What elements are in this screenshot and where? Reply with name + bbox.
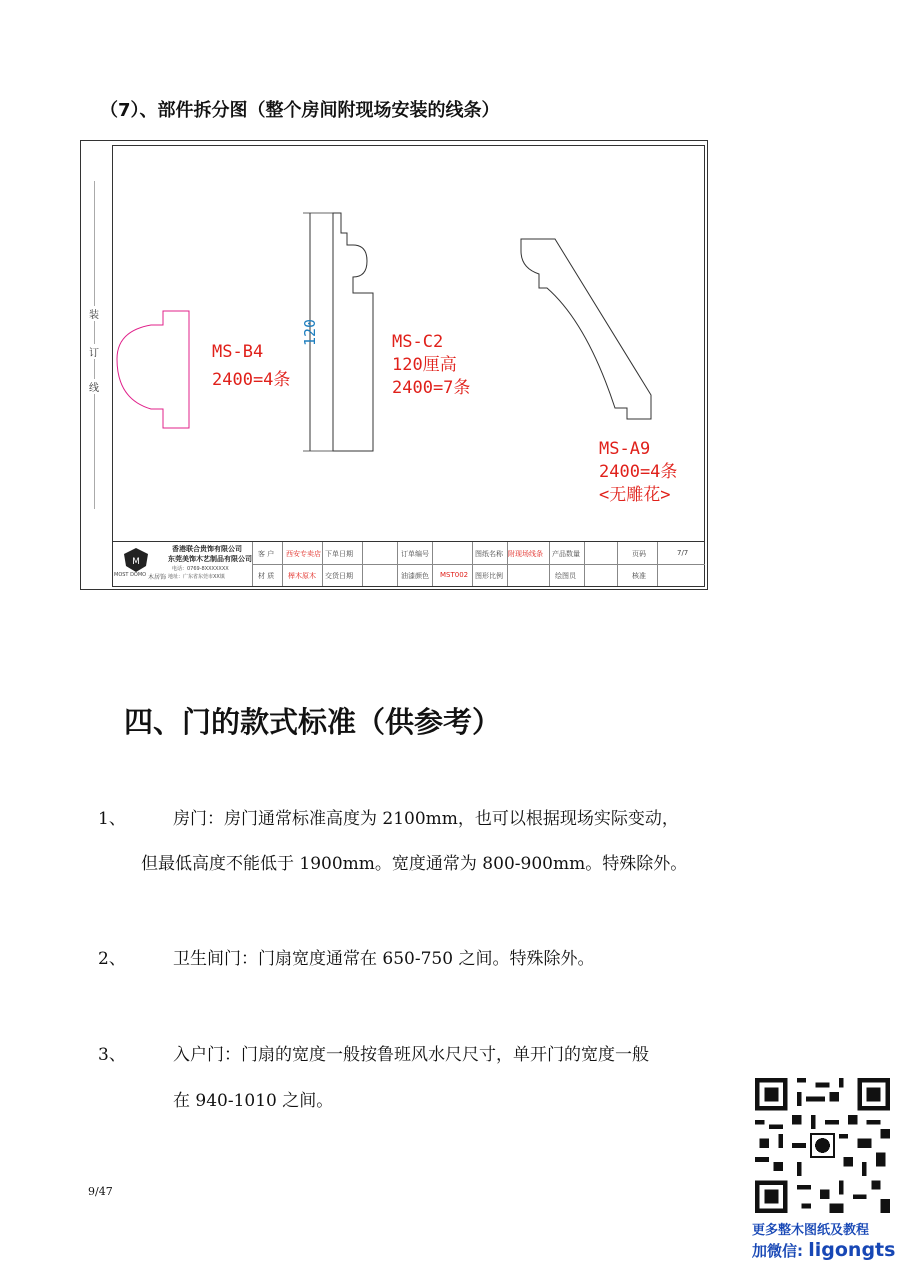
company-tel: 电话：0769-8XXXXXXX xyxy=(172,566,229,572)
paint-label: 油漆颜色 xyxy=(401,572,429,580)
shop-drawing xyxy=(80,140,708,590)
page-value: 7/7 xyxy=(677,549,689,557)
material-value: 榉木原木 xyxy=(288,572,316,580)
item-text-line: 卫生间门：门扇宽度通常在 650-750 之间。特殊除外。 xyxy=(173,949,595,969)
dimension-label: 120 xyxy=(301,318,319,346)
company-addr: 地址：广东省东莞市XX镇 xyxy=(168,574,225,580)
item-number: 3、 xyxy=(98,1045,126,1065)
part-spec: 2400=4条 xyxy=(599,462,678,482)
promo-line-1: 更多整木图纸及教程 xyxy=(752,1223,870,1238)
svg-text:M: M xyxy=(132,557,140,567)
item-text-line: 但最低高度不能低于 1900mm。宽度通常为 800-900mm。特殊除外。 xyxy=(141,854,688,874)
brand-en: MOST DOMO xyxy=(114,572,147,578)
client-value: 西安专卖店 xyxy=(286,550,321,558)
order-date-label: 下单日期 xyxy=(325,550,353,558)
delivery-label: 交货日期 xyxy=(325,572,353,580)
order-no-label: 订单编号 xyxy=(401,550,429,558)
section-heading: 四、门的款式标准（供参考） xyxy=(124,705,502,739)
item-number: 2、 xyxy=(98,949,126,969)
page-label: 页码 xyxy=(632,550,646,558)
promo-wechat-id: ligongts xyxy=(808,1239,896,1261)
drafter-label: 绘图员 xyxy=(555,572,576,580)
client-label: 客 户 xyxy=(258,550,275,558)
paint-value: MST002 xyxy=(440,571,469,579)
qty-label: 产品数量 xyxy=(552,550,580,558)
scale-label: 图形比例 xyxy=(475,572,503,580)
drawing-name-value: 附现场线条 xyxy=(508,550,543,558)
part-spec: <无雕花> xyxy=(599,485,671,505)
drawing-name-label: 图纸名称 xyxy=(475,550,503,558)
item-text-line: 入户门：门扇的宽度一般按鲁班风水尺尺寸，单开门的宽度一般 xyxy=(173,1045,649,1065)
part-label-ms-b4 xyxy=(212,341,290,392)
item-number: 1、 xyxy=(98,809,126,829)
page-number: 9/47 xyxy=(88,1185,113,1198)
approve-label: 核准 xyxy=(632,572,646,580)
section-title: （7）、部件拆分图（整个房间附现场安装的线条） xyxy=(100,100,500,121)
part-spec: 120厘高 xyxy=(392,355,457,375)
title-block xyxy=(112,541,705,586)
binding-char: 订 xyxy=(89,344,99,359)
brand-cn: 木居饰 xyxy=(148,574,167,581)
promo-line-2 xyxy=(752,1239,895,1261)
part-code: MS-B4 xyxy=(212,342,264,362)
item-text-line: 在 940-1010 之间。 xyxy=(173,1091,334,1111)
item-text-line: 房门：房门通常标准高度为 2100mm，也可以根据现场实际变动， xyxy=(173,809,679,829)
profile-ms-a9 xyxy=(521,239,651,419)
binding-char: 装 xyxy=(89,306,99,321)
part-spec: 2400=4条 xyxy=(212,370,291,390)
binding-char: 线 xyxy=(89,379,99,394)
company-name-1: 香港联合贵饰有限公司 xyxy=(172,545,242,553)
part-code: MS-C2 xyxy=(392,332,444,352)
part-code: MS-A9 xyxy=(599,439,651,459)
profile-ms-c2 xyxy=(333,213,373,451)
part-label-ms-a9 xyxy=(599,438,677,507)
qr-code-image xyxy=(755,1078,890,1213)
company-name-2: 东莞美饰木艺制品有限公司 xyxy=(168,555,252,563)
profile-ms-b4 xyxy=(117,311,189,428)
promo-prefix: 加微信: xyxy=(752,1242,809,1260)
material-label: 材 质 xyxy=(258,572,275,580)
part-label-ms-c2 xyxy=(392,331,470,400)
part-spec: 2400=7条 xyxy=(392,378,471,398)
